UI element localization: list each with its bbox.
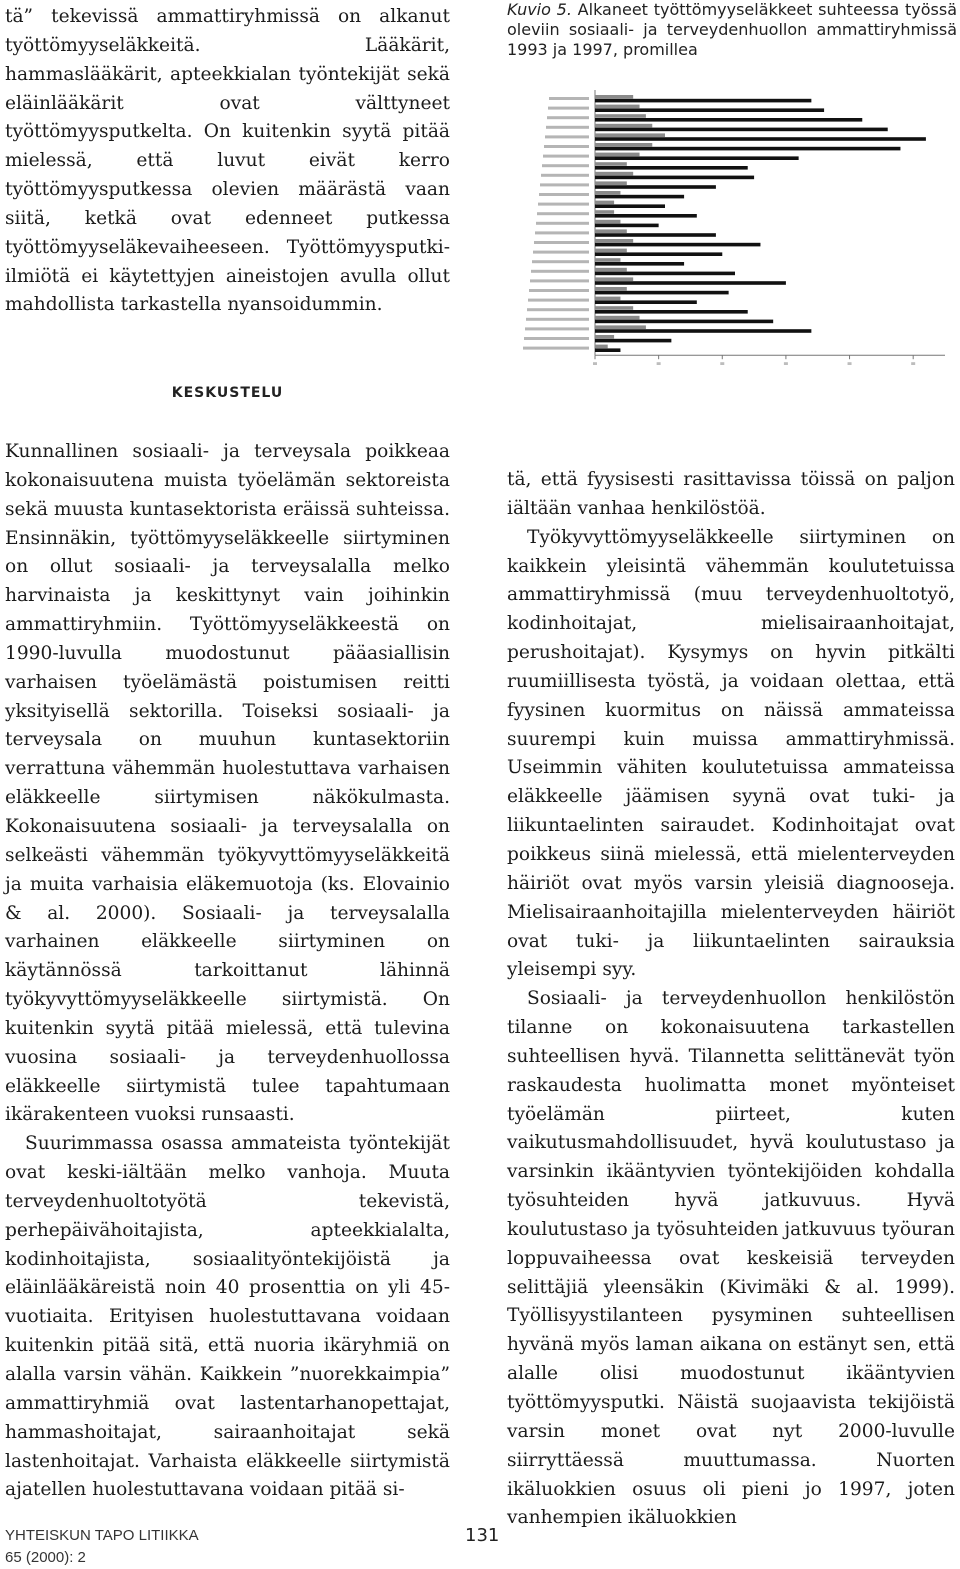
bar [595, 201, 614, 205]
bar [595, 345, 608, 349]
x-tick-label-placeholder [784, 362, 788, 365]
category-label-placeholder [532, 260, 589, 263]
figure [507, 0, 957, 60]
bar [595, 176, 754, 180]
category-label-placeholder [535, 231, 589, 234]
category-label-placeholder [524, 337, 589, 340]
bar [595, 143, 652, 147]
bar [595, 306, 633, 310]
category-label-placeholder [545, 135, 589, 138]
bar [595, 281, 786, 285]
bar [595, 339, 671, 343]
intro-paragraph: tä” tekevissä ammattiryhmissä on alkanut työttömyyseläkkeitä. Lääkärit, hammaslääkärit, apteekkialan työntekijät sekä eläinlääkärit ovat välttyneet työttömyysputkelta. On kuitenkin syytä pitää mielessä, että luvut eivät kerro työttömyysputkessa olevien määrästä vaan siitä, ketkä ovat edenneet putkessa työttömyyseläkevaiheeseen. Työttömyysputki-ilmiötä ei käytettyjen aineistojen avulla ollut mahdollista tarkastella nyansoidummin. [5, 6, 450, 316]
category-label-placeholder [539, 193, 589, 196]
x-tick-label-placeholder [657, 362, 661, 365]
bar [595, 224, 659, 228]
bar [595, 133, 665, 137]
bar [595, 204, 665, 208]
category-label-placeholder [540, 183, 589, 186]
body-paragraph: Kunnallinen sosiaali- ja terveysala poikkeaa kokonaisuutena muista työelämän sektoreista sekä muusta kuntasektorista eräissä suhteissa. Ensinnäkin, työttömyyseläkkeelle siirtyminen on ollut sosiaali- ja terveysalalla melko harvinaista ja keskittynyt vain joihinkin ammattiryhmiin. Työttömyyseläkkeestä on 1990-luvulla muodostunut pääasiallisin varhaisen työelämästä poistumisen reitti yksityisellä sektorilla. Toiseksi sosiaali- ja terveysala on muuhun kuntasektoriin verrattuna vähemmän huolestuttava varhaisen eläkkeelle siirtymisen näkökulmasta. Kokonaisuutena sosiaali- ja terveysalalla on selkeästi vähemmän työkyvyttömyyseläkkeitä ja muita varhaisia eläkemuotoja (ks. Elovainio & al. 2000). Sosiaali- ja terveysalalla varhainen eläkkeelle siirtyminen on käytännössä tarkoittanut lähinnä työkyvyttömyyseläkkeelle siirtymistä. On kuitenkin syytä pitää mielessä, että tulevina vuosina sosiaali- ja terveydenhuollossa eläkkeelle siirtymistä tulee tapahtumaan ikärakenteen vuoksi runsaasti. [5, 441, 450, 1126]
category-label-placeholder [549, 97, 589, 100]
bar [595, 243, 760, 247]
bar [595, 325, 646, 329]
bar-chart [507, 80, 957, 365]
x-tick-label-placeholder [720, 362, 724, 365]
category-label-placeholder [525, 327, 589, 330]
bar [595, 329, 811, 333]
bar [595, 214, 697, 218]
category-label-placeholder [526, 318, 589, 321]
bar [595, 147, 900, 151]
bar [595, 210, 614, 214]
bar [595, 128, 888, 132]
bar [595, 229, 627, 233]
bar [595, 137, 926, 141]
body-paragraph: tä, että fyysisesti rasittavissa töissä on paljon iältään vanhaa henkilöstöä. [507, 469, 955, 519]
body-paragraph: Työkyvyttömyyseläkkeelle siirtyminen on kaikkein yleisintä vähemmän koulutetuissa ammattiryhmissä (muu terveydenhuoltotyö, kodinhoitajat, mielisairaanhoitajat, perushoitajat). Kysymys on hyvin pitkälti ruumiillisesta työstä, ja voidaan olettaa, että fyysinen kuormitus on näissä ammateissa suurempi kuin muissa ammattiryhmissä. Useimmin vähiten koulutetuissa ammateissa eläkkeelle jäämisen syynä ovat tuki- ja liikuntaelinten sairaudet. Kodinhoitajat ovat poikkeus siinä mielessä, että mielenterveyden häiriöt ovat myös varsin yleisiä diagnooseja. Mielisairaanhoitajilla mielenterveyden häiriöt ovat tuki- ja liikuntaelinten sairauksia yleisempi syy. [507, 526, 955, 981]
category-label-placeholder [534, 241, 589, 244]
figure-label: Kuvio 5. [507, 0, 572, 19]
x-tick-label-placeholder [911, 362, 915, 365]
bar [595, 185, 716, 189]
category-label-placeholder [529, 289, 589, 292]
bar [595, 249, 627, 253]
figure-caption [507, 0, 957, 60]
journal-issue: 65 (2000): 2 [5, 1549, 86, 1566]
bar [595, 156, 799, 160]
category-label-placeholder [544, 145, 589, 148]
category-label-placeholder [523, 347, 589, 350]
category-label-placeholder [546, 126, 589, 129]
bar [595, 262, 684, 266]
bar [595, 252, 722, 256]
bar [595, 310, 748, 314]
bar [595, 172, 633, 176]
bar [595, 105, 640, 109]
bar [595, 181, 627, 185]
bar [595, 124, 652, 128]
bar [595, 272, 735, 276]
bar [595, 118, 862, 122]
right-text-column [507, 466, 955, 1533]
bar [595, 153, 640, 157]
bar [595, 277, 633, 281]
bar [595, 99, 811, 103]
category-label-placeholder [530, 279, 589, 282]
bar [595, 297, 620, 301]
journal-name: YHTEISKUN TAPO LITIIKKA [5, 1527, 199, 1544]
category-label-placeholder [536, 222, 589, 225]
bar [595, 291, 729, 295]
bar [595, 300, 697, 304]
category-label-placeholder [533, 251, 589, 254]
bar [595, 191, 620, 195]
bar [595, 166, 748, 170]
bar [595, 316, 640, 320]
bar [595, 287, 627, 291]
category-label-placeholder [531, 270, 589, 273]
bar [595, 220, 620, 224]
category-label-placeholder [537, 212, 589, 215]
body-paragraph: Sosiaali- ja terveydenhuollon henkilöstön tilanne on kokonaisuutena tarkastellen suhteellisen hyvä. Tilannetta selittänevät työn raskaudesta huolimatta monet myönteiset työelämän piirteet, kuten vaikutusmahdollisuudet, hyvä koulutustaso ja varsinkin ikääntyvien työntekijöiden kohdalla työsuhteiden hyvä jatkuvuus. Hyvä koulutustaso ja työsuhteiden jatkuvuus työuran loppuvaiheessa ovat keskeisiä terveyden selittäjiä yleensäkin (Kivimäki & al. 1999). Työllisyystilanteen pysyminen suhteellisen hyvänä myös laman aikana on estänyt sen, että alalle olisi muodostunut ikääntyvien työttömyysputki. Näistä suojaavista tekijöistä varsin monet ovat nyt 2000-luvulle siirryttäessä muuttumassa. Nuorten ikäluokkien osuus oli pieni jo 1997, joten vanhempien ikäluokkien [507, 988, 955, 1529]
bar [595, 162, 627, 166]
bar [595, 320, 773, 324]
bar [595, 268, 627, 272]
category-label-placeholder [548, 107, 589, 110]
body-paragraph: Suurimmassa osassa ammateista työntekijät ovat keski-iältään melko vanhoja. Muuta terveydenhuoltotyötä tekevistä, perhepäivähoitajista, apteekkialalta, kodinhoitajista, sosiaalityöntekijöistä ja eläinlääkäreistä noin 40 prosenttia on yli 45-vuotiaita. Erityisen huolestuttavana voidaan kuitenkin pitää sitä, että nuoria ikäryhmiä on alalla varsin vähän. Kaikkein ”nuorekkaimpia” ammattiryhmiä ovat lastentarhanopettajat, hammashoitajat, sairaanhoitajat sekä lastenhoitajat. Varhaista eläkkeelle siirtymistä ajatellen huolestuttavana voidaan pitää si- [5, 1133, 450, 1501]
x-tick-label-placeholder [593, 362, 597, 365]
category-label-placeholder [547, 116, 589, 119]
category-label-placeholder [542, 164, 589, 167]
intro-text-column [5, 3, 450, 320]
category-label-placeholder [527, 308, 589, 311]
bar [595, 233, 716, 237]
bar [595, 239, 633, 243]
category-label-placeholder [541, 174, 589, 177]
bar [595, 195, 684, 199]
category-label-placeholder [528, 299, 589, 302]
bar [595, 348, 620, 352]
bar [595, 114, 646, 118]
left-text-column [5, 438, 450, 1505]
section-heading: KESKUSTELU [171, 385, 284, 401]
figure-caption-text: Alkaneet työttömyyseläkkeet suhteessa työssä oleviin sosiaali- ja terveydenhuollon ammattiryhmissä 1993 ja 1997, promillea [507, 0, 957, 59]
bar [595, 108, 824, 112]
bar [595, 95, 633, 99]
x-tick-label-placeholder [848, 362, 852, 365]
bar [595, 335, 614, 339]
bar [595, 258, 620, 262]
category-label-placeholder [538, 203, 589, 206]
category-label-placeholder [543, 155, 589, 158]
page-number: 131 [465, 1525, 500, 1546]
